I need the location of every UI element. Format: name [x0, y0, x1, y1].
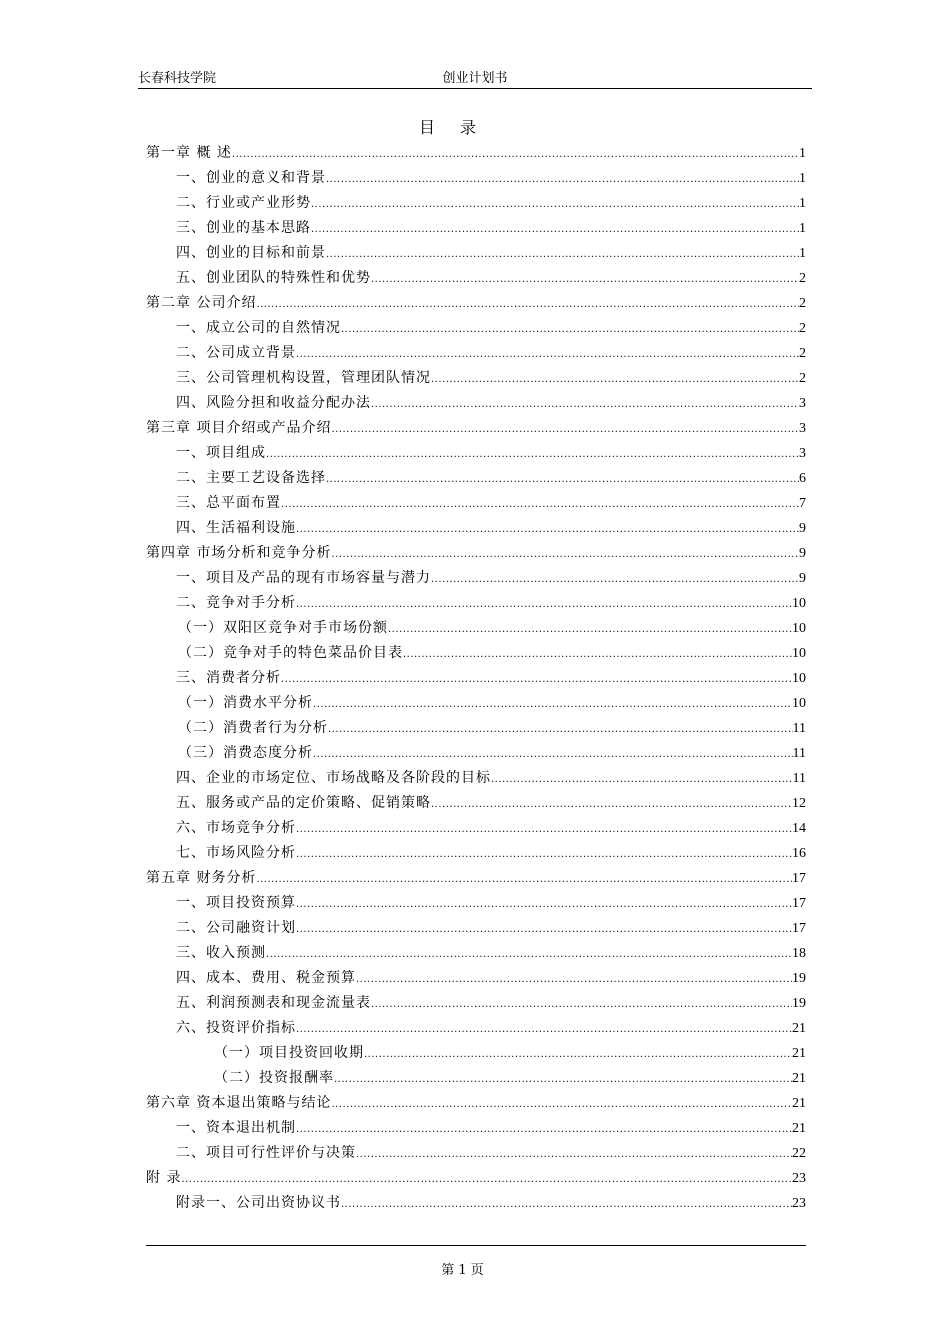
toc-entry-title: 二、公司融资计划	[176, 920, 296, 936]
toc-section-entry[interactable]	[146, 1191, 806, 1216]
toc-title: 目 录	[418, 118, 487, 137]
toc-dot-leader	[371, 267, 799, 292]
toc-dot-leader	[341, 1192, 792, 1217]
toc-entry-page-number: 9	[799, 571, 806, 586]
toc-dot-leader	[431, 567, 799, 592]
toc-section-entry[interactable]	[146, 941, 806, 966]
toc-entry-page-number: 2	[799, 321, 806, 336]
toc-entry-page-number: 19	[792, 971, 806, 986]
toc-dot-leader	[296, 917, 792, 942]
toc-entry-page-number: 10	[792, 596, 806, 611]
toc-entry-page-number: 1	[799, 146, 806, 161]
toc-section-entry[interactable]	[146, 641, 806, 666]
toc-section-entry[interactable]	[146, 1116, 806, 1141]
toc-entry-page-number: 1	[799, 196, 806, 211]
toc-entry-title: 二、公司成立背景	[176, 345, 296, 361]
toc-entry-page-number: 23	[792, 1171, 806, 1186]
toc-entry-page-number: 1	[799, 171, 806, 186]
toc-entry-page-number: 21	[792, 1096, 806, 1111]
toc-entry-page-number: 12	[792, 796, 806, 811]
toc-chapter-entry[interactable]	[146, 141, 806, 166]
toc-section-entry[interactable]	[146, 316, 806, 341]
toc-section-entry[interactable]	[146, 741, 806, 766]
toc-entry-title: 第二章 公司介绍	[146, 295, 257, 311]
toc-entry-title: 一、项目组成	[176, 445, 266, 461]
toc-entry-title: 五、创业团队的特殊性和优势	[176, 270, 371, 286]
toc-entry-page-number: 2	[799, 271, 806, 286]
toc-entry-title: （一）双阳区竞争对手市场份额	[178, 620, 388, 636]
toc-chapter-entry[interactable]	[146, 416, 806, 441]
toc-chapter-entry[interactable]	[146, 866, 806, 891]
header-document-title: 创业计划书	[442, 71, 508, 86]
toc-entry-title: 四、成本、费用、税金预算	[176, 970, 356, 986]
toc-dot-leader	[296, 1017, 792, 1042]
toc-section-entry[interactable]	[146, 516, 806, 541]
toc-entry-title: 二、项目可行性评价与决策	[176, 1145, 356, 1161]
toc-entry-title: 三、创业的基本思路	[176, 220, 311, 236]
toc-entry-page-number: 17	[792, 871, 806, 886]
toc-chapter-entry[interactable]	[146, 1091, 806, 1116]
toc-dot-leader	[326, 167, 799, 192]
toc-entry-page-number: 11	[792, 771, 806, 786]
toc-section-entry[interactable]	[146, 991, 806, 1016]
toc-dot-leader	[431, 792, 792, 817]
toc-entry-title: 三、总平面布置	[176, 495, 281, 511]
toc-entry-title: 四、风险分担和收益分配办法	[176, 395, 371, 411]
toc-entry-title: 一、成立公司的自然情况	[176, 320, 341, 336]
toc-entry-title: 第一章 概 述	[146, 145, 232, 161]
toc-entry-page-number: 6	[799, 471, 806, 486]
page-number: 第 1 页	[441, 1263, 484, 1278]
toc-dot-leader	[371, 992, 792, 1017]
toc-section-entry[interactable]	[146, 1066, 806, 1091]
toc-entry-page-number: 10	[792, 671, 806, 686]
toc-entry-title: 三、消费者分析	[176, 670, 281, 686]
toc-dot-leader	[328, 717, 793, 742]
toc-entry-page-number: 21	[792, 1071, 806, 1086]
toc-dot-leader	[331, 542, 799, 567]
toc-dot-leader	[296, 517, 799, 542]
toc-section-entry[interactable]	[146, 391, 806, 416]
toc-entry-title: （三）消费态度分析	[178, 745, 313, 761]
toc-entry-page-number: 7	[799, 496, 806, 511]
toc-entry-page-number: 17	[792, 921, 806, 936]
toc-entry-page-number: 10	[792, 621, 806, 636]
toc-dot-leader	[356, 967, 792, 992]
toc-section-entry[interactable]	[146, 841, 806, 866]
toc-entry-page-number: 10	[792, 696, 806, 711]
toc-section-entry[interactable]	[146, 216, 806, 241]
toc-dot-leader	[326, 242, 799, 267]
toc-entry-title: 第三章 项目介绍或产品介绍	[146, 420, 332, 436]
toc-entry-page-number: 22	[792, 1146, 806, 1161]
toc-section-entry[interactable]	[146, 716, 806, 741]
toc-dot-leader	[296, 342, 799, 367]
toc-chapter-entry[interactable]	[146, 541, 806, 566]
toc-dot-leader	[281, 492, 799, 517]
toc-dot-leader	[311, 217, 799, 242]
toc-entry-title: （一）消费水平分析	[178, 695, 313, 711]
toc-entry-page-number: 16	[792, 846, 806, 861]
toc-entry-page-number: 9	[799, 546, 806, 561]
toc-section-entry[interactable]	[146, 666, 806, 691]
toc-entry-page-number: 3	[799, 396, 806, 411]
toc-dot-leader	[181, 1167, 792, 1192]
toc-section-entry[interactable]	[146, 891, 806, 916]
toc-dot-leader	[431, 367, 799, 392]
toc-entry-page-number: 11	[792, 721, 806, 736]
toc-section-entry[interactable]	[146, 1041, 806, 1066]
toc-entry-page-number: 9	[799, 521, 806, 536]
toc-entry-page-number: 10	[792, 646, 806, 661]
toc-chapter-entry[interactable]	[146, 1166, 806, 1191]
toc-section-entry[interactable]	[146, 491, 806, 516]
toc-section-entry[interactable]	[146, 616, 806, 641]
toc-entry-page-number: 21	[792, 1046, 806, 1061]
toc-dot-leader	[326, 467, 799, 492]
toc-entry-title: 四、创业的目标和前景	[176, 245, 326, 261]
toc-entry-page-number: 18	[792, 946, 806, 961]
toc-dot-leader	[281, 667, 792, 692]
toc-entry-page-number: 1	[799, 246, 806, 261]
toc-dot-leader	[296, 842, 792, 867]
toc-dot-leader	[296, 892, 792, 917]
toc-entry-title: 三、收入预测	[176, 945, 266, 961]
toc-dot-leader	[334, 1067, 792, 1092]
toc-entry-page-number: 3	[799, 446, 806, 461]
toc-section-entry[interactable]	[146, 966, 806, 991]
toc-section-entry[interactable]	[146, 266, 806, 291]
toc-entry-page-number: 23	[792, 1196, 806, 1211]
toc-dot-leader	[266, 942, 792, 967]
toc-entry-title: 四、企业的市场定位、市场战略及各阶段的目标	[176, 770, 491, 786]
table-of-contents	[146, 141, 806, 1216]
toc-dot-leader	[266, 442, 799, 467]
toc-dot-leader	[388, 617, 792, 642]
toc-section-entry[interactable]	[146, 591, 806, 616]
header-school-name: 长春科技学院	[138, 71, 217, 86]
toc-entry-title: 六、市场竞争分析	[176, 820, 296, 836]
toc-entry-page-number: 2	[799, 371, 806, 386]
toc-dot-leader	[296, 817, 792, 842]
toc-dot-leader	[256, 867, 792, 892]
toc-entry-page-number: 11	[792, 746, 806, 761]
toc-entry-title: 第四章 市场分析和竞争分析	[146, 545, 332, 561]
toc-section-entry[interactable]	[146, 341, 806, 366]
toc-dot-leader	[403, 642, 792, 667]
toc-section-entry[interactable]	[146, 1016, 806, 1041]
toc-dot-leader	[256, 292, 799, 317]
toc-section-entry[interactable]	[146, 191, 806, 216]
toc-dot-leader	[341, 317, 799, 342]
toc-section-entry[interactable]	[146, 691, 806, 716]
toc-section-entry[interactable]	[146, 791, 806, 816]
toc-entry-title: 一、创业的意义和背景	[176, 170, 326, 186]
toc-dot-leader	[331, 1092, 792, 1117]
toc-entry-page-number: 17	[792, 896, 806, 911]
toc-entry-title: 附 录	[146, 1170, 182, 1186]
toc-entry-title: 七、市场风险分析	[176, 845, 296, 861]
toc-entry-page-number: 2	[799, 296, 806, 311]
toc-section-entry[interactable]	[146, 766, 806, 791]
toc-chapter-entry[interactable]	[146, 291, 806, 316]
toc-entry-title: 第五章 财务分析	[146, 870, 257, 886]
toc-dot-leader	[364, 1042, 792, 1067]
toc-entry-title: 一、资本退出机制	[176, 1120, 296, 1136]
toc-dot-leader	[313, 692, 792, 717]
toc-dot-leader	[331, 417, 799, 442]
toc-entry-title: （一）项目投资回收期	[214, 1045, 364, 1061]
toc-section-entry[interactable]	[146, 366, 806, 391]
toc-section-entry[interactable]	[146, 916, 806, 941]
toc-entry-title: 五、利润预测表和现金流量表	[176, 995, 371, 1011]
toc-section-entry[interactable]	[146, 166, 806, 191]
page-header	[138, 71, 812, 89]
toc-entry-title: 第六章 资本退出策略与结论	[146, 1095, 332, 1111]
toc-entry-title: 二、主要工艺设备选择	[176, 470, 326, 486]
toc-section-entry[interactable]	[146, 1141, 806, 1166]
toc-dot-leader	[232, 142, 799, 167]
toc-entry-title: （二）消费者行为分析	[178, 720, 328, 736]
toc-entry-title: 四、生活福利设施	[176, 520, 296, 536]
toc-section-entry[interactable]	[146, 816, 806, 841]
toc-dot-leader	[311, 192, 799, 217]
toc-dot-leader	[356, 1142, 792, 1167]
toc-entry-title: 六、投资评价指标	[176, 1020, 296, 1036]
toc-entry-title: 三、公司管理机构设置，管理团队情况	[176, 370, 431, 386]
toc-section-entry[interactable]	[146, 566, 806, 591]
toc-entry-page-number: 2	[799, 346, 806, 361]
toc-entry-page-number: 21	[792, 1021, 806, 1036]
toc-entry-title: 二、行业或产业形势	[176, 195, 311, 211]
toc-entry-page-number: 21	[792, 1121, 806, 1136]
toc-dot-leader	[313, 742, 793, 767]
toc-dot-leader	[296, 592, 792, 617]
toc-entry-title: 五、服务或产品的定价策略、促销策略	[176, 795, 431, 811]
toc-entry-title: 一、项目及产品的现有市场容量与潜力	[176, 570, 431, 586]
toc-section-entry[interactable]	[146, 241, 806, 266]
toc-entry-page-number: 3	[799, 421, 806, 436]
toc-entry-title: 二、竞争对手分析	[176, 595, 296, 611]
toc-entry-title: （二）投资报酬率	[214, 1070, 334, 1086]
toc-entry-title: 一、项目投资预算	[176, 895, 296, 911]
toc-entry-title: 附录一、公司出资协议书	[176, 1195, 341, 1211]
footer-rule	[146, 1245, 806, 1246]
toc-entry-page-number: 14	[792, 821, 806, 836]
toc-entry-title: （二）竞争对手的特色菜品价目表	[178, 645, 403, 661]
toc-dot-leader	[296, 1117, 792, 1142]
toc-section-entry[interactable]	[146, 441, 806, 466]
toc-section-entry[interactable]	[146, 466, 806, 491]
toc-entry-page-number: 1	[799, 221, 806, 236]
toc-dot-leader	[491, 767, 793, 792]
toc-entry-page-number: 19	[792, 996, 806, 1011]
toc-dot-leader	[371, 392, 799, 417]
